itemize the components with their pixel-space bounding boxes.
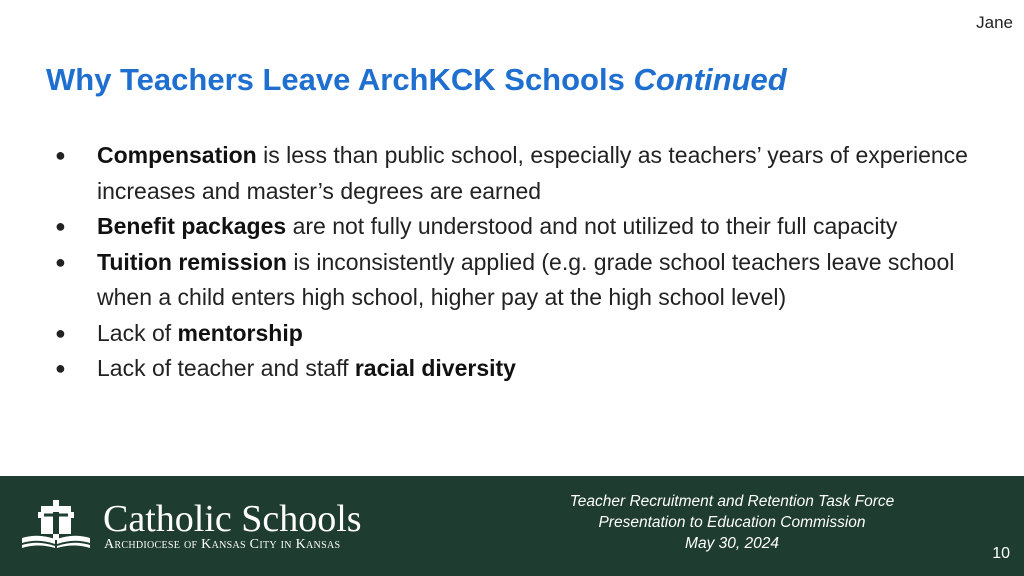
slide-title: [46, 62, 787, 98]
logo-name: Catholic Schools: [103, 498, 362, 540]
slide-title-emphasis: Continued: [633, 62, 787, 97]
footer-line: Teacher Recruitment and Retention Task Force: [569, 493, 895, 510]
bullet-dot: ●: [55, 322, 66, 343]
bullet-text: is inconsistently applied (e.g. grade school teachers leave school when a child enters high school, higher pay at the high school level): [97, 248, 955, 310]
bullet-mentorship: [55, 316, 997, 352]
bullet-bold: Benefit packages: [97, 213, 287, 239]
page-number: 10: [992, 545, 1010, 562]
bullet-dot: ●: [55, 251, 66, 272]
bullet-benefit-packages: [55, 209, 997, 245]
bullet-dot: ●: [55, 145, 66, 165]
cross-book-icon: [20, 500, 92, 554]
slide-title-main: Why Teachers Leave ArchKCK Schools: [46, 62, 625, 97]
footer-caption: [520, 491, 944, 554]
bullet-dot: ●: [55, 216, 66, 236]
bullet-dot: ●: [55, 358, 66, 378]
bullet-text: are not fully understood and not utilized to their full capacity: [286, 213, 898, 239]
bullet-text: Lack of teacher and staff: [97, 355, 355, 381]
bullet-bold: mentorship: [177, 319, 303, 346]
bullet-bold: Tuition remission: [97, 248, 287, 275]
footer-line: Presentation to Education Commission: [598, 514, 866, 531]
footer-line: May 30, 2024: [685, 535, 779, 552]
bullet-bold: racial diversity: [354, 355, 516, 381]
bullet-bold: Compensation: [97, 142, 257, 168]
bullet-compensation: [55, 138, 997, 209]
logo-subtitle: Archdiocese of Kansas City in Kansas: [104, 537, 341, 552]
bullet-list: [55, 138, 997, 387]
bullet-racial-diversity: [55, 351, 997, 387]
footer-bar: [0, 476, 1024, 576]
presenter-name: Jane: [976, 13, 1013, 32]
bullet-text: Lack of: [97, 319, 178, 346]
bullet-tuition-remission: [55, 245, 997, 316]
bullet-text: is less than public school, especially as teachers’ years of experience increases and master’s degrees are earned: [97, 142, 968, 204]
